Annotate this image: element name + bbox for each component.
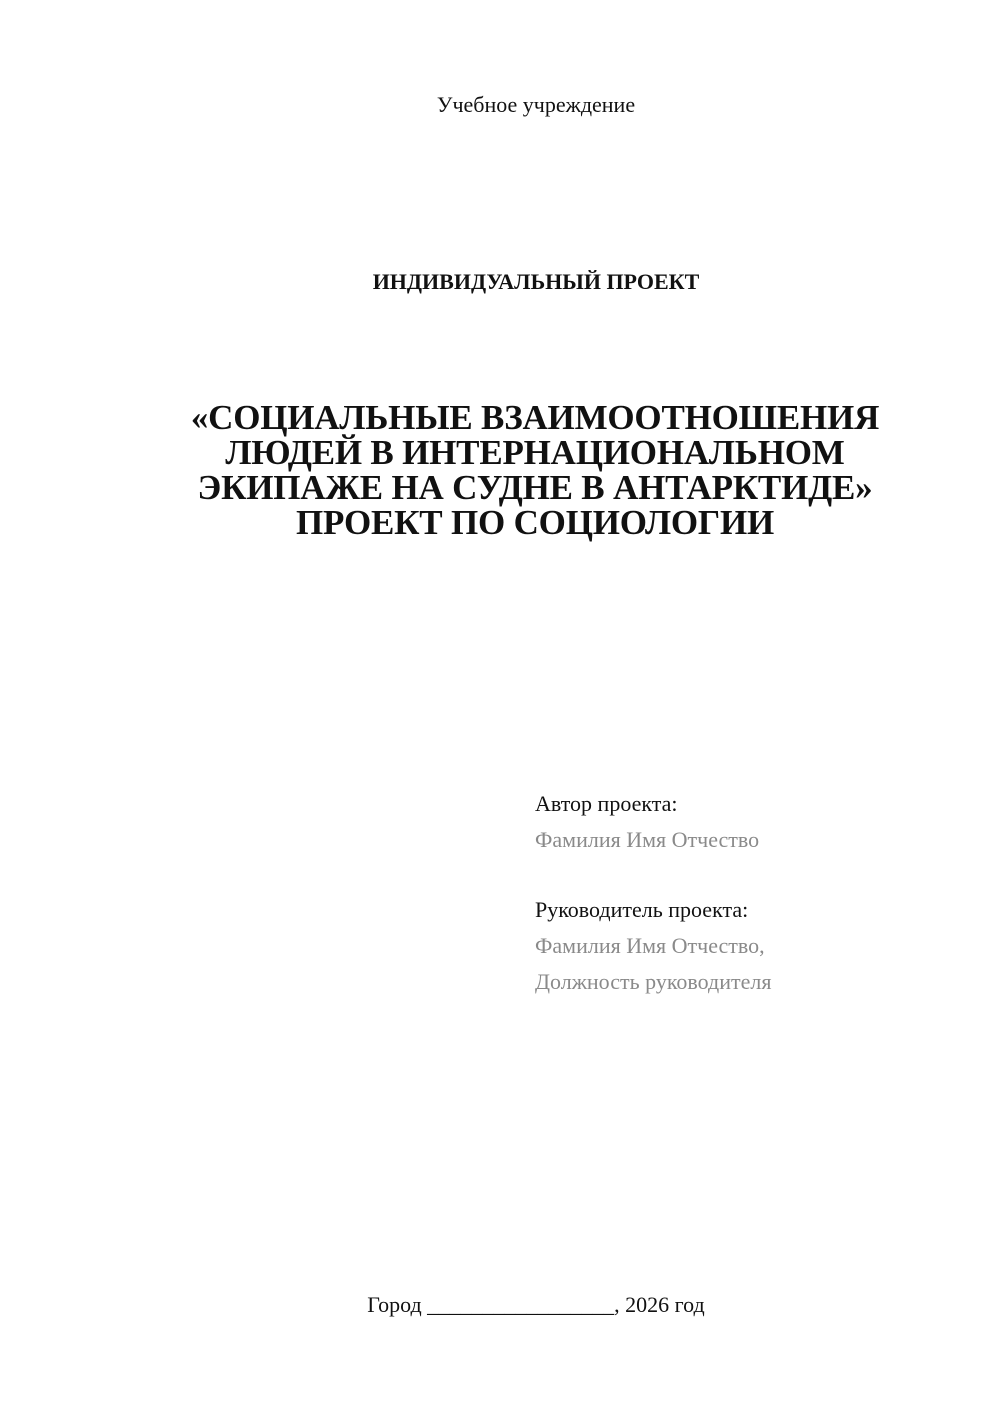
- supervisor-label: Руководитель проекта:: [535, 897, 749, 922]
- author-label: Автор проекта:: [535, 791, 678, 816]
- project-title-line: ПРОЕКТ ПО СОЦИОЛОГИИ: [295, 503, 775, 542]
- project-title-line: ЛЮДЕЙ В ИНТЕРНАЦИОНАЛЬНОМ: [225, 433, 845, 472]
- project-type-heading: ИНДИВИДУАЛЬНЫЙ ПРОЕКТ: [372, 269, 700, 294]
- institution-name: Учебное учреждение: [436, 92, 636, 117]
- project-title: [140, 400, 930, 540]
- city-year-footer: Город _________________, 2026 год: [367, 1292, 705, 1317]
- author-block: [535, 786, 759, 858]
- supervisor-name: Фамилия Имя Отчество,: [535, 933, 765, 958]
- project-title-line: ЭКИПАЖЕ НА СУДНЕ В АНТАРКТИДЕ»: [197, 468, 873, 507]
- author-name: Фамилия Имя Отчество: [535, 827, 760, 852]
- supervisor-position: Должность руководителя: [535, 969, 772, 994]
- project-title-line: «СОЦИАЛЬНЫЕ ВЗАИМООТНОШЕНИЯ: [190, 398, 880, 437]
- supervisor-block: [535, 892, 771, 1000]
